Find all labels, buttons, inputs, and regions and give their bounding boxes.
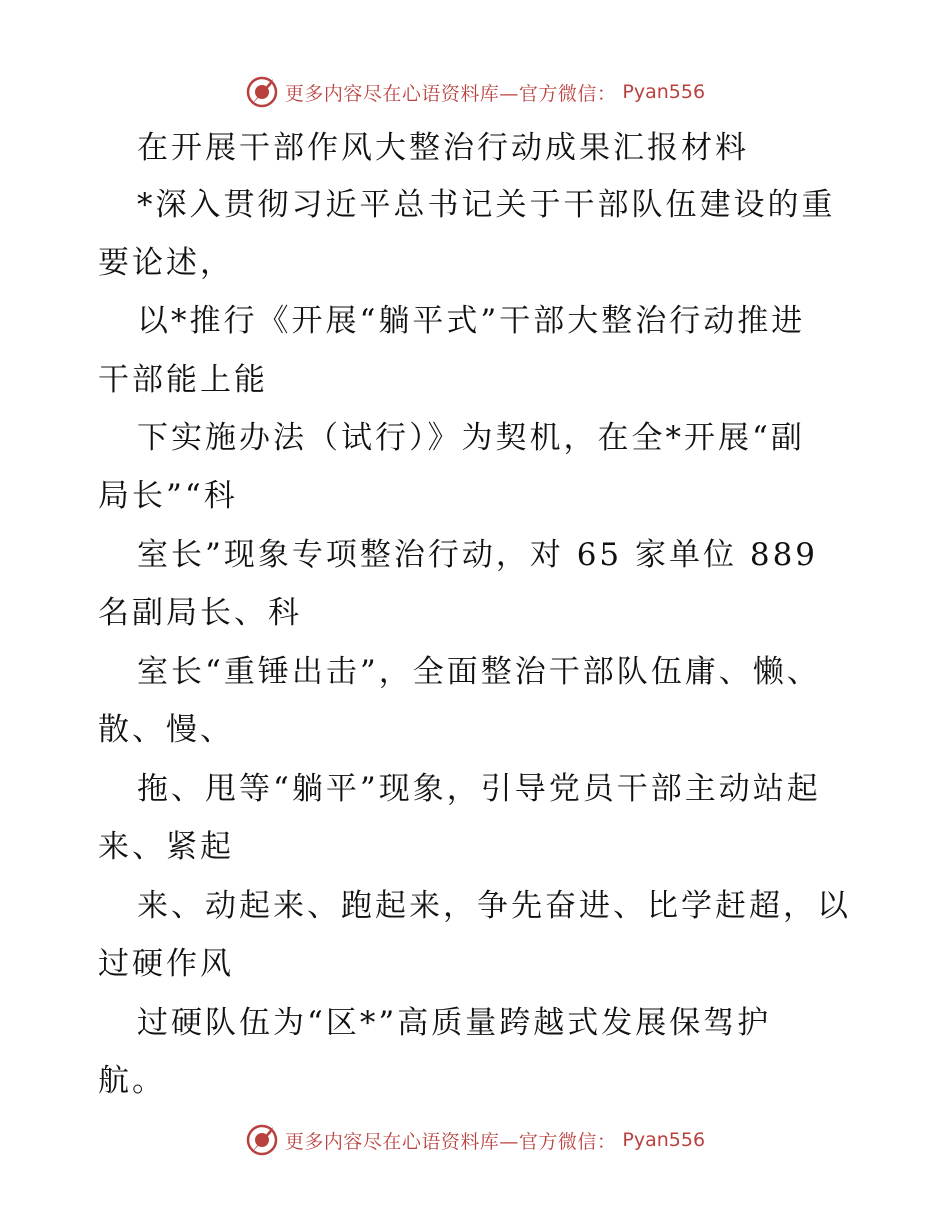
paragraph-line: 要论述，	[98, 245, 234, 281]
paragraph-line: 下实施办法（试行）》为契机，在全*开展“副	[137, 420, 805, 456]
paragraph-line: 来、紧起	[98, 829, 234, 865]
paragraph-line: 过硬作风	[98, 946, 234, 982]
footer-watermark	[0, 1120, 950, 1160]
header-watermark	[0, 72, 950, 112]
paragraph-line: 过硬队伍为“区*”高质量跨越式发展保驾护	[137, 1005, 772, 1041]
paragraph-line: *深入贯彻习近平总书记关于干部队伍建设的重	[137, 187, 836, 223]
paragraph-line: 拖、甩等“躺平”现象，引导党员干部主动站起	[137, 771, 821, 807]
paragraph-line: 以*推行《开展“躺平式”干部大整治行动推进	[137, 303, 806, 339]
paragraph-line: 航。	[98, 1063, 166, 1099]
watermark-text: 更多内容尽在心语资料库—官方微信：	[284, 1130, 617, 1153]
paragraph-line: 室长“重锤出击”，全面整治干部队伍庸、懒、	[137, 654, 821, 690]
watermark-wechat-id: Pyan556	[622, 1129, 706, 1151]
quill-seal-icon	[245, 75, 279, 109]
paragraph-line: 来、动起来、跑起来，争先奋进、比学赶超，以	[137, 888, 851, 924]
quill-seal-icon	[245, 1123, 279, 1157]
watermark-wechat-id: Pyan556	[622, 81, 706, 103]
paragraph-line: 室长”现象专项整治行动，对 65 家单位 889	[137, 537, 819, 573]
document-title: 在开展干部作风大整治行动成果汇报材料	[137, 130, 749, 166]
paragraph-line: 局长”“科	[98, 478, 238, 514]
paragraph-line: 名副局长、科	[98, 595, 302, 631]
watermark-text: 更多内容尽在心语资料库—官方微信：	[284, 82, 617, 105]
paragraph-line: 干部能上能	[98, 362, 268, 398]
paragraph-line: 散、慢、	[98, 712, 234, 748]
